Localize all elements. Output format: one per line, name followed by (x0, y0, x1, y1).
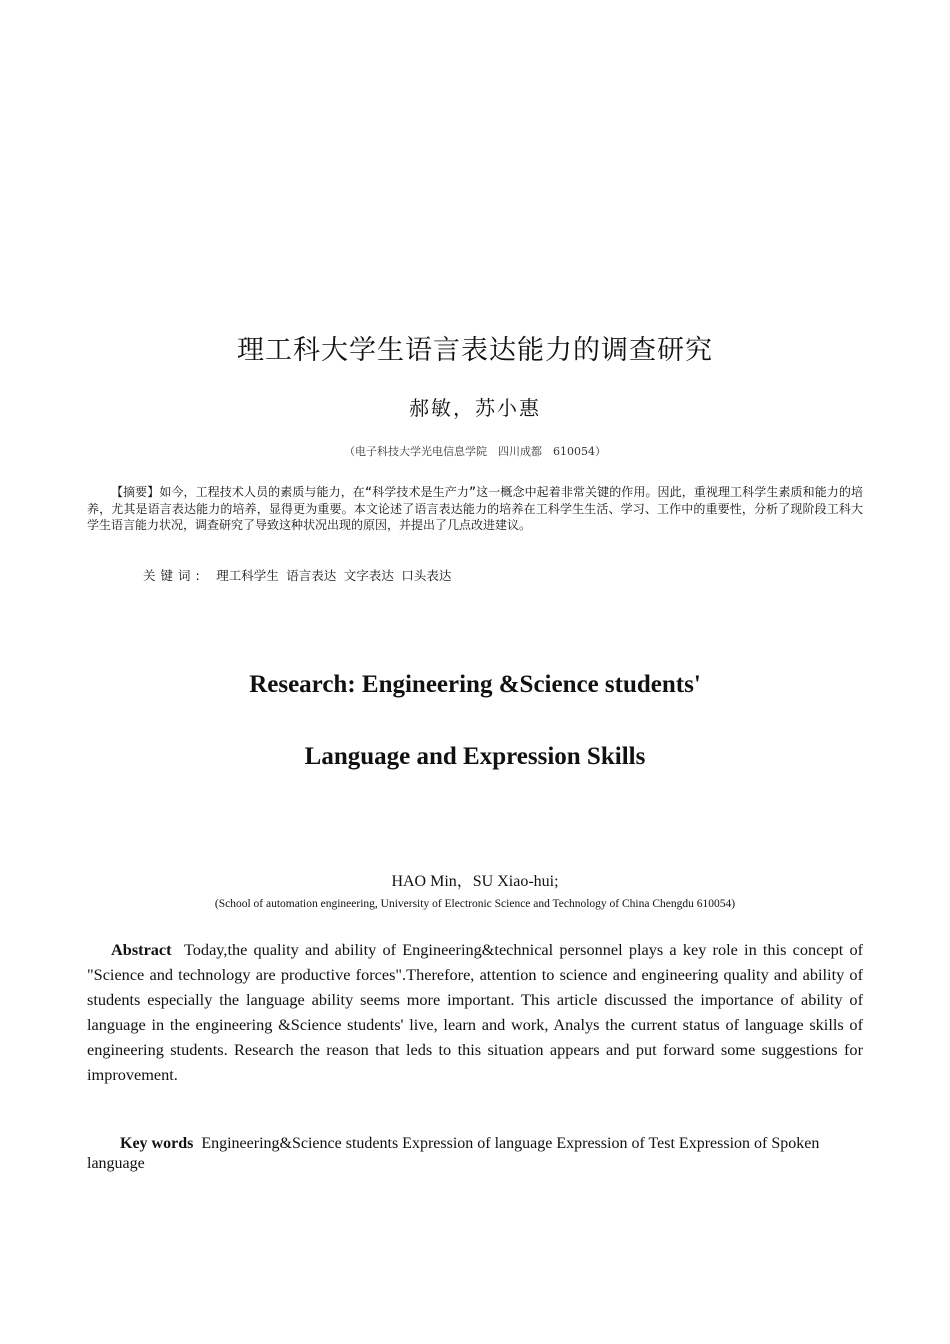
english-title-line1: Research: Engineering &Science students' (249, 671, 701, 698)
chinese-keywords-text: 理工科学生 语言表达 文字表达 口头表达 (216, 568, 452, 583)
chinese-title: 理工科大学生语言表达能力的调查研究 (237, 335, 713, 366)
english-abstract (87, 937, 863, 1087)
chinese-keywords-label: 关键词: (143, 568, 205, 583)
english-abstract-label: Abstract (111, 940, 172, 959)
english-keywords-label: Key words (120, 1135, 194, 1152)
english-affiliation: (School of automation engineering, University of Electronic Science and Technology of China Chengdu 610054) (214, 898, 736, 910)
english-keywords (87, 1134, 863, 1174)
english-title-line2: Language and Expression Skills (304, 743, 646, 770)
chinese-abstract: 【摘要】如今，工程技术人员的素质与能力，在“科学技术是生产力”这一概念中起着非常关键的作用。因此，重视理工科学生素质和能力的培养，尤其是语言表达能力的培养，显得更为重要。本文论述了语言表达能力的培养在工科学生生活、学习、工作中的重要性，分析了现阶段工科大学生语言能力状况，调查研究了导致这种状况出现的原因，并提出了几点改进建议。 (87, 485, 863, 532)
chinese-keywords (143, 566, 451, 584)
chinese-authors: 郝敏，苏小惠 (409, 396, 541, 420)
english-abstract-text: Today,the quality and ability of Engineering&technical personnel plays a key role in this concept of "Science and technology are productive forces".Therefore, attention to science and engineering quality and ability of students especially the language ability seems more important. This article discussed the importance of ability of language in the engineering &Science students' live, learn and work, Analys the current status of language skills of engineering students. Research the reason that leds to this situation appears and put forward some suggestions for improvement. (87, 940, 864, 1084)
english-authors: HAO Min，SU Xiao-hui; (391, 873, 559, 890)
english-keywords-text: Engineering&Science students Expression of language Expression of Test Expression of Spoken language (87, 1135, 820, 1172)
chinese-affiliation: （电子科技大学光电信息学院 四川成都 610054） (344, 445, 606, 458)
